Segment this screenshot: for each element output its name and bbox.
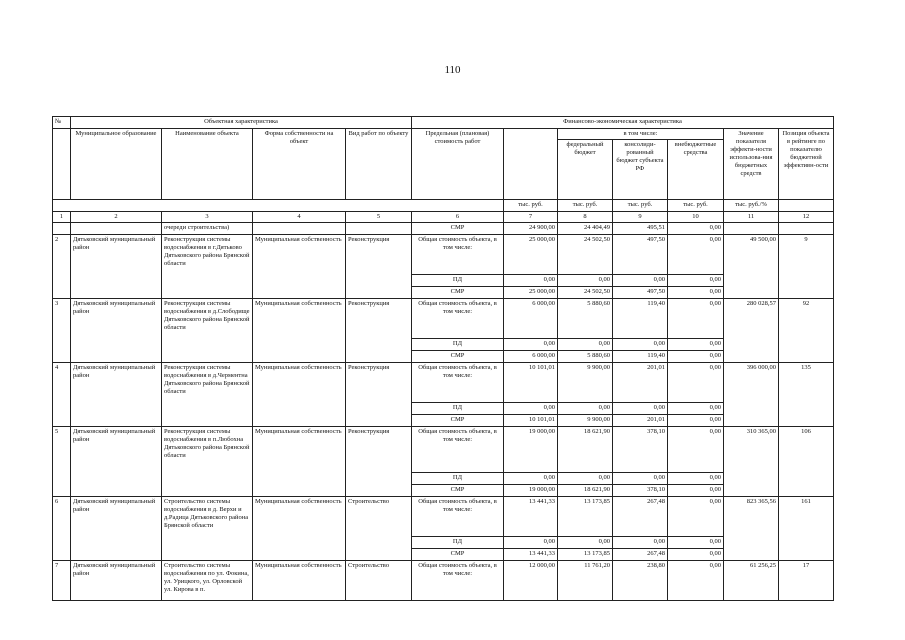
- federal-cost: 0,00: [558, 473, 613, 485]
- consolidated-cost: 119,40: [613, 351, 668, 363]
- consolidated-cost: 0,00: [613, 339, 668, 351]
- extrabudget-cost: 0,00: [668, 299, 724, 339]
- total-cost-label: Общая стоимость объекта, в том числе:: [412, 561, 504, 601]
- consolidated-cost: 497,50: [613, 287, 668, 299]
- row-number: 4: [53, 363, 71, 427]
- unit-label: тыс. руб.: [613, 200, 668, 212]
- rating-position: 9: [779, 235, 834, 299]
- federal-cost: 9 900,00: [558, 415, 613, 427]
- cost-label: ПД: [412, 473, 504, 485]
- extrabudget-cost: 0,00: [668, 473, 724, 485]
- municipality: Дятьковский муниципальный район: [71, 497, 162, 561]
- cost-label: СМР: [412, 549, 504, 561]
- consolidated-cost: 378,10: [613, 485, 668, 497]
- work-type: Реконструкция: [346, 427, 412, 497]
- rating-position: 17: [779, 561, 834, 601]
- page-number: 110: [444, 64, 461, 76]
- extrabudget-cost: 0,00: [668, 403, 724, 415]
- consolidated-cost: 201,01: [613, 363, 668, 403]
- object-row: [53, 299, 834, 339]
- federal-cost: 13 173,85: [558, 497, 613, 537]
- extrabudget-cost: 0,00: [668, 339, 724, 351]
- extrabudget-cost: 0,00: [668, 561, 724, 601]
- total-cost: 25 000,00: [504, 287, 558, 299]
- header-object-name: Наименование объекта: [162, 129, 253, 200]
- consolidated-cost: 201,01: [613, 415, 668, 427]
- header-extrabudget: внебюджетные средства: [668, 140, 724, 200]
- federal-cost: 0,00: [558, 537, 613, 549]
- consolidated-cost: 238,80: [613, 561, 668, 601]
- total-cost: 10 101,01: [504, 363, 558, 403]
- total-cost: 0,00: [504, 473, 558, 485]
- total-cost: 13 441,33: [504, 497, 558, 537]
- total-cost-label: Общая стоимость объекта, в том числе:: [412, 299, 504, 339]
- total-cost-label: Общая стоимость объекта, в том числе:: [412, 427, 504, 473]
- work-type: Реконструкция: [346, 235, 412, 299]
- total-cost: 25 000,00: [504, 235, 558, 275]
- object-name: Реконструкция системы водоснабжения в д.Слободище Дятьковского района Брянской области: [162, 299, 253, 363]
- total-cost: 6 000,00: [504, 351, 558, 363]
- extrabudget-cost: 0,00: [668, 235, 724, 275]
- unit-label: тыс. руб.: [668, 200, 724, 212]
- unit-label: тыс. руб./%: [724, 200, 779, 212]
- column-number: 6: [412, 212, 504, 223]
- total-cost: 10 101,01: [504, 415, 558, 427]
- consolidated-cost: 119,40: [613, 299, 668, 339]
- total-cost-label: Общая стоимость объекта, в том числе:: [412, 363, 504, 403]
- total-cost: 13 441,33: [504, 549, 558, 561]
- consolidated-cost: 495,51: [613, 223, 668, 235]
- federal-cost: 11 761,20: [558, 561, 613, 601]
- object-row: [53, 497, 834, 537]
- rating-position: 135: [779, 363, 834, 427]
- rating-position: 106: [779, 427, 834, 497]
- cost-label: СМР: [412, 351, 504, 363]
- extrabudget-cost: 0,00: [668, 537, 724, 549]
- federal-cost: 5 880,60: [558, 351, 613, 363]
- municipality: Дятьковский муниципальный район: [71, 299, 162, 363]
- federal-cost: 0,00: [558, 403, 613, 415]
- extrabudget-cost: 0,00: [668, 549, 724, 561]
- total-cost: 0,00: [504, 403, 558, 415]
- federal-cost: 9 900,00: [558, 363, 613, 403]
- consolidated-cost: 378,10: [613, 427, 668, 473]
- header-object-group: Объектная характеристика: [71, 117, 412, 129]
- efficiency-indicator: 310 365,00: [724, 427, 779, 497]
- object-name: Строительство системы водоснабжения по ул. Фокина, ул. Урицкого, ул. Орловской ул. Кирова в п.: [162, 561, 253, 601]
- column-number: 10: [668, 212, 724, 223]
- column-number: 3: [162, 212, 253, 223]
- ownership: Муниципальная собственность: [253, 561, 346, 601]
- total-cost: 19 000,00: [504, 485, 558, 497]
- header-municipality: Муниципальное образование: [71, 129, 162, 200]
- carryover-text: очереди строительства): [164, 224, 230, 231]
- object-row: [53, 427, 834, 473]
- consolidated-cost: 0,00: [613, 403, 668, 415]
- total-cost: 12 000,00: [504, 561, 558, 601]
- row-number: 6: [53, 497, 71, 561]
- header-consolidated: консолиди-рованный бюджет субъекта РФ: [613, 140, 668, 200]
- ownership: Муниципальная собственность: [253, 427, 346, 497]
- extrabudget-cost: 0,00: [668, 351, 724, 363]
- municipality: Дятьковский муниципальный район: [71, 427, 162, 497]
- efficiency-indicator: 61 256,25: [724, 561, 779, 601]
- column-number: 9: [613, 212, 668, 223]
- extrabudget-cost: 0,00: [668, 415, 724, 427]
- efficiency-indicator: 823 365,56: [724, 497, 779, 561]
- column-number: 7: [504, 212, 558, 223]
- unit-label: тыс. руб.: [504, 200, 558, 212]
- efficiency-indicator: 49 500,00: [724, 235, 779, 299]
- consolidated-cost: 267,48: [613, 497, 668, 537]
- column-number: 4: [253, 212, 346, 223]
- ownership: Муниципальная собственность: [253, 363, 346, 427]
- header-ownership: Форма собственности на объект: [253, 129, 346, 200]
- consolidated-cost: 0,00: [613, 473, 668, 485]
- total-cost: 0,00: [504, 275, 558, 287]
- header-federal: федеральный бюджет: [558, 140, 613, 200]
- federal-cost: 24 502,50: [558, 287, 613, 299]
- header-indicator: Значение показателя эффекти-ности использова-ния бюджетных средств: [724, 129, 779, 200]
- object-name: Реконструкция системы водоснабжения в д.Черментна Дятьковского района Брянской области: [162, 363, 253, 427]
- cost-label: ПД: [412, 537, 504, 549]
- federal-cost: 24 404,49: [558, 223, 613, 235]
- object-row: [53, 363, 834, 403]
- column-number: 8: [558, 212, 613, 223]
- cost-label: ПД: [412, 339, 504, 351]
- efficiency-indicator: 280 028,57: [724, 299, 779, 363]
- consolidated-cost: 0,00: [613, 275, 668, 287]
- federal-cost: 13 173,85: [558, 549, 613, 561]
- extrabudget-cost: 0,00: [668, 427, 724, 473]
- rating-position: 161: [779, 497, 834, 561]
- consolidated-cost: 497,50: [613, 235, 668, 275]
- row-number: 3: [53, 299, 71, 363]
- work-type: Реконструкция: [346, 363, 412, 427]
- column-number: 2: [71, 212, 162, 223]
- total-cost: 0,00: [504, 339, 558, 351]
- federal-cost: 18 621,90: [558, 485, 613, 497]
- header-no-cell: [53, 129, 71, 200]
- column-number: 12: [779, 212, 834, 223]
- consolidated-cost: 0,00: [613, 537, 668, 549]
- header-work-type: Вид работ по объекту: [346, 129, 412, 200]
- consolidated-cost: 267,48: [613, 549, 668, 561]
- object-name: Строительство системы водоснабжения в д. Верхи и д.Радица Дятьковского района Брянской области: [162, 497, 253, 561]
- extrabudget-cost: 0,00: [668, 485, 724, 497]
- units-spacer: [779, 200, 834, 212]
- object-row: [53, 235, 834, 275]
- carryover-row: [53, 223, 834, 235]
- cost-label: ПД: [412, 403, 504, 415]
- rating-position: 92: [779, 299, 834, 363]
- object-name: Реконструкция системы водоснабжения в п.Любохна Дятьковского района Брянской области: [162, 427, 253, 497]
- total-cost: 24 900,00: [504, 223, 558, 235]
- extrabudget-cost: 0,00: [668, 497, 724, 537]
- units-spacer: [53, 200, 504, 212]
- row-number: 7: [53, 561, 71, 601]
- header-empty: [504, 129, 558, 200]
- federal-cost: 18 621,90: [558, 427, 613, 473]
- header-rank: Позиция объекта в рейтинге по показателю бюджетной эффективн-ости: [779, 129, 834, 200]
- cost-label: СМР: [412, 223, 504, 235]
- federal-cost: 0,00: [558, 275, 613, 287]
- ownership: Муниципальная собственность: [253, 235, 346, 299]
- cost-label: СМР: [412, 287, 504, 299]
- ownership: Муниципальная собственность: [253, 299, 346, 363]
- efficiency-indicator: 396 000,00: [724, 363, 779, 427]
- extrabudget-cost: 0,00: [668, 287, 724, 299]
- work-type: Строительство: [346, 497, 412, 561]
- ownership: Муниципальная собственность: [253, 497, 346, 561]
- register-body: [53, 223, 834, 601]
- column-number: 11: [724, 212, 779, 223]
- municipality: Дятьковский муниципальный район: [71, 363, 162, 427]
- header-no: №: [53, 117, 71, 129]
- extrabudget-cost: 0,00: [668, 363, 724, 403]
- federal-cost: 5 880,60: [558, 299, 613, 339]
- object-register-table: [52, 116, 834, 601]
- total-cost: 0,00: [504, 537, 558, 549]
- cost-label: СМР: [412, 485, 504, 497]
- total-cost: 6 000,00: [504, 299, 558, 339]
- total-cost-label: Общая стоимость объекта, в том числе:: [412, 497, 504, 537]
- work-type: Строительство: [346, 561, 412, 601]
- total-cost: 19 000,00: [504, 427, 558, 473]
- municipality: Дятьковский муниципальный район: [71, 561, 162, 601]
- object-name: Реконструкция системы водоснабжения в г.Дятьково Дятьковского района Брянской области: [162, 235, 253, 299]
- extrabudget-cost: 0,00: [668, 223, 724, 235]
- header-max-cost: Предельная (плановая) стоимость работ: [412, 129, 504, 200]
- federal-cost: 24 502,50: [558, 235, 613, 275]
- unit-label: тыс. руб.: [558, 200, 613, 212]
- header-including: в том числе:: [558, 129, 724, 140]
- row-number: 5: [53, 427, 71, 497]
- cost-label: ПД: [412, 275, 504, 287]
- row-number: 2: [53, 235, 71, 299]
- header-finance-group: Финансово-экономическая характеристика: [412, 117, 834, 129]
- extrabudget-cost: 0,00: [668, 275, 724, 287]
- column-number: 5: [346, 212, 412, 223]
- total-cost-label: Общая стоимость объекта, в том числе:: [412, 235, 504, 275]
- work-type: Реконструкция: [346, 299, 412, 363]
- federal-cost: 0,00: [558, 339, 613, 351]
- municipality: Дятьковский муниципальный район: [71, 235, 162, 299]
- column-number: 1: [53, 212, 71, 223]
- cost-label: СМР: [412, 415, 504, 427]
- object-row: [53, 561, 834, 601]
